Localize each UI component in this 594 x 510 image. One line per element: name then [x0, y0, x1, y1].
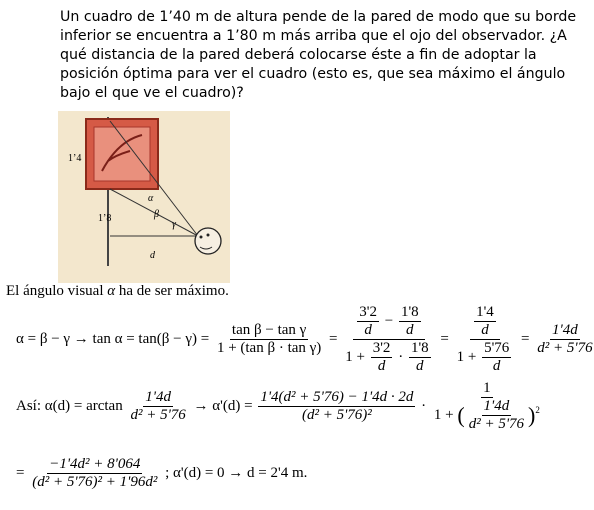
diagram-figure [58, 111, 230, 283]
solution-intro [6, 283, 229, 300]
equation-2: Así: α(d) = arctan $\frac{1'4d}{\text{d² + 5'76}}$ → α'(d) = $\frac{\text{1'4(d² + 5'76) − 1'4d · 2d}}{\text{(d² + 5'76)²}}$ · 1 1 + ( $\frac{1'4d}{\text{d² + 5'76}}$ )$^2$ [16, 380, 540, 432]
eq2-fraction-2: $\frac{\text{1'4(d² + 5'76) − 1'4d · 2d}}{\text{(d² + 5'76)²}}$ [260, 389, 414, 423]
problem-statement: Un cuadro de 1’40 m de altura pende de la pared de modo que su borde inferior se encuentra a 1’80 m más arriba que el ojo del observador. ¿A qué distancia de la pared deberá colocarse éste a fin de adoptar la posición óptima para ver el cuadro (esto es, que sea máximo el ángulo bajo el que ve el cuadro)? [60, 9, 577, 101]
label-alpha: α [148, 193, 154, 204]
equation-3: = $\frac{\text{−1'4d² + 8'064}}{\text{(d² + 5'76)² + 1'96d²}}$ ; α'(d) = 0 → d = 2'4 m. [16, 456, 308, 490]
intro-alpha: α [107, 283, 116, 299]
painting-icon [86, 119, 158, 189]
label-d: d [150, 250, 155, 261]
eq1-fraction-1: $\frac{\text{tan β − tan γ}}{\text{1 + (tan β · tan γ)}}$ [216, 322, 322, 356]
observer-head-icon [195, 228, 221, 254]
intro-suffix: ha de ser máximo. [118, 283, 229, 299]
eq2-fraction-1: $\frac{1'4d}{\text{d² + 5'76}}$ [130, 389, 186, 423]
eq3-suffix: ; α'(d) = 0 → d = 2'4 m. [165, 464, 308, 481]
eq1-fraction-3: $\frac{1'4}{d}$ 1 + $\frac{5'76}{d}$ [456, 304, 510, 374]
intro-prefix: El ángulo visual [6, 283, 104, 299]
eq1-fraction-4: $\frac{1'4d}{\text{d² + 5'76}}$ [537, 322, 593, 356]
label-gamma: γ [172, 219, 176, 230]
label-lower: 1’8 [98, 213, 112, 224]
eq2-fraction-3: 1 1 + ( $\frac{1'4d}{\text{d² + 5'76}}$ )$^2$ [433, 380, 540, 432]
eq2-lhs: α(d) = arctan [44, 397, 123, 414]
eq3-fraction-1: $\frac{\text{−1'4d² + 8'064}}{\text{(d² + 5'76)² + 1'96d²}}$ [32, 456, 158, 490]
eq2-arrow: → α'(d) = [193, 397, 253, 414]
equation-1: α = β − γ → tan α = tan(β − γ) = $\frac{\text{tan β − tan γ}}{\text{1 + (tan β · tan γ)}}$ = $\frac{3'2}{d}$ − $\frac{1'8}{d}$ 1 + $\frac{3'2}{d}$ · $\frac{1'8}{d}$ = $\frac{1'4}{d}$ 1 + $\frac{5'76}{d}$ = $\frac{1'4d}{\text{d² + 5'76}}$ [16, 304, 593, 374]
label-height: 1’4 [68, 153, 82, 164]
label-beta: β [154, 209, 159, 220]
eq1-lhs: α = β − γ → tan α = tan(β − γ) = [16, 330, 210, 347]
eq1-fraction-2: $\frac{3'2}{d}$ − $\frac{1'8}{d}$ 1 + $\frac{3'2}{d}$ · $\frac{1'8}{d}$ [345, 304, 429, 374]
eq2-prefix: Así: [16, 397, 42, 414]
